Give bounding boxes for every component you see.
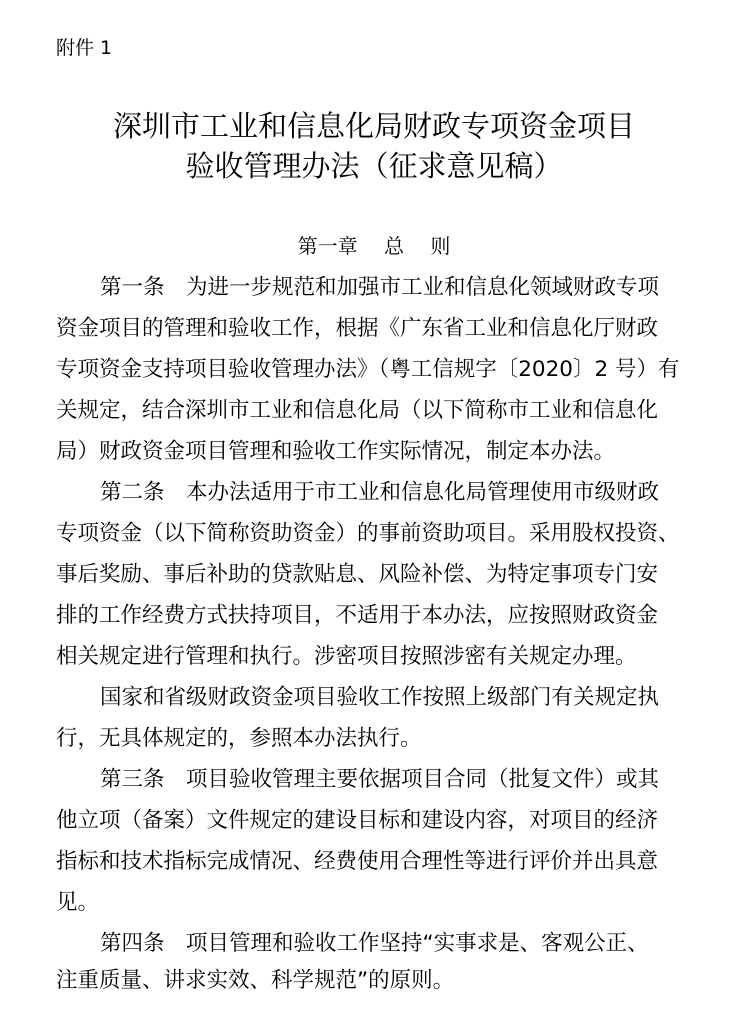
attachment-label: 附件 1 xyxy=(56,37,113,59)
article-4-line: 第四条 项目管理和验收工作坚持“实事求是、客观公正、 xyxy=(100,931,649,956)
article-3-line: 见。 xyxy=(56,890,100,915)
paragraph-line: 行，无具体规定的，参照本办法执行。 xyxy=(56,726,422,751)
article-3-line: 指标和技术指标完成情况、经费使用合理性等进行评价并出具意 xyxy=(56,849,659,874)
article-1-line: 局）财政资金项目管理和验收工作实际情况，制定本办法。 xyxy=(56,439,616,464)
article-1-line: 资金项目的管理和验收工作，根据《广东省工业和信息化厅财政 xyxy=(56,316,659,341)
article-2-line: 第二条 本办法适用于市工业和信息化局管理使用市级财政 xyxy=(100,480,660,505)
article-2-line: 排的工作经费方式扶持项目，不适用于本办法，应按照财政资金 xyxy=(56,603,659,628)
document-title-line-2: 验收管理办法（征求意见稿） xyxy=(185,149,563,183)
document-title-line-1: 深圳市工业和信息化局财政专项资金项目 xyxy=(112,109,635,143)
chapter-heading: 第一章 总 则 xyxy=(297,234,451,258)
article-3-line: 第三条 项目验收管理主要依据项目合同（批复文件）或其 xyxy=(100,767,660,792)
article-1-line: 关规定，结合深圳市工业和信息化局（以下简称市工业和信息化 xyxy=(56,398,659,423)
paragraph-line: 国家和省级财政资金项目验收工作按照上级部门有关规定执 xyxy=(100,685,660,710)
article-2-line: 相关规定进行管理和执行。涉密项目按照涉密有关规定办理。 xyxy=(56,644,637,669)
article-1-line: 专项资金支持项目验收管理办法》（粤工信规字〔2020〕2 号）有 xyxy=(56,357,680,382)
article-4-line: 注重质量、讲求实效、科学规范”的原则。 xyxy=(56,968,455,993)
article-3-line: 他立项（备案）文件规定的建设目标和建设内容，对项目的经济 xyxy=(56,808,659,833)
article-2-line: 专项资金（以下简称资助资金）的事前资助项目。采用股权投资、 xyxy=(56,521,680,546)
article-2-line: 事后奖励、事后补助的贷款贴息、风险补偿、为特定事项专门安 xyxy=(56,562,659,587)
article-1-line: 第一条 为进一步规范和加强市工业和信息化领域财政专项 xyxy=(100,275,660,300)
